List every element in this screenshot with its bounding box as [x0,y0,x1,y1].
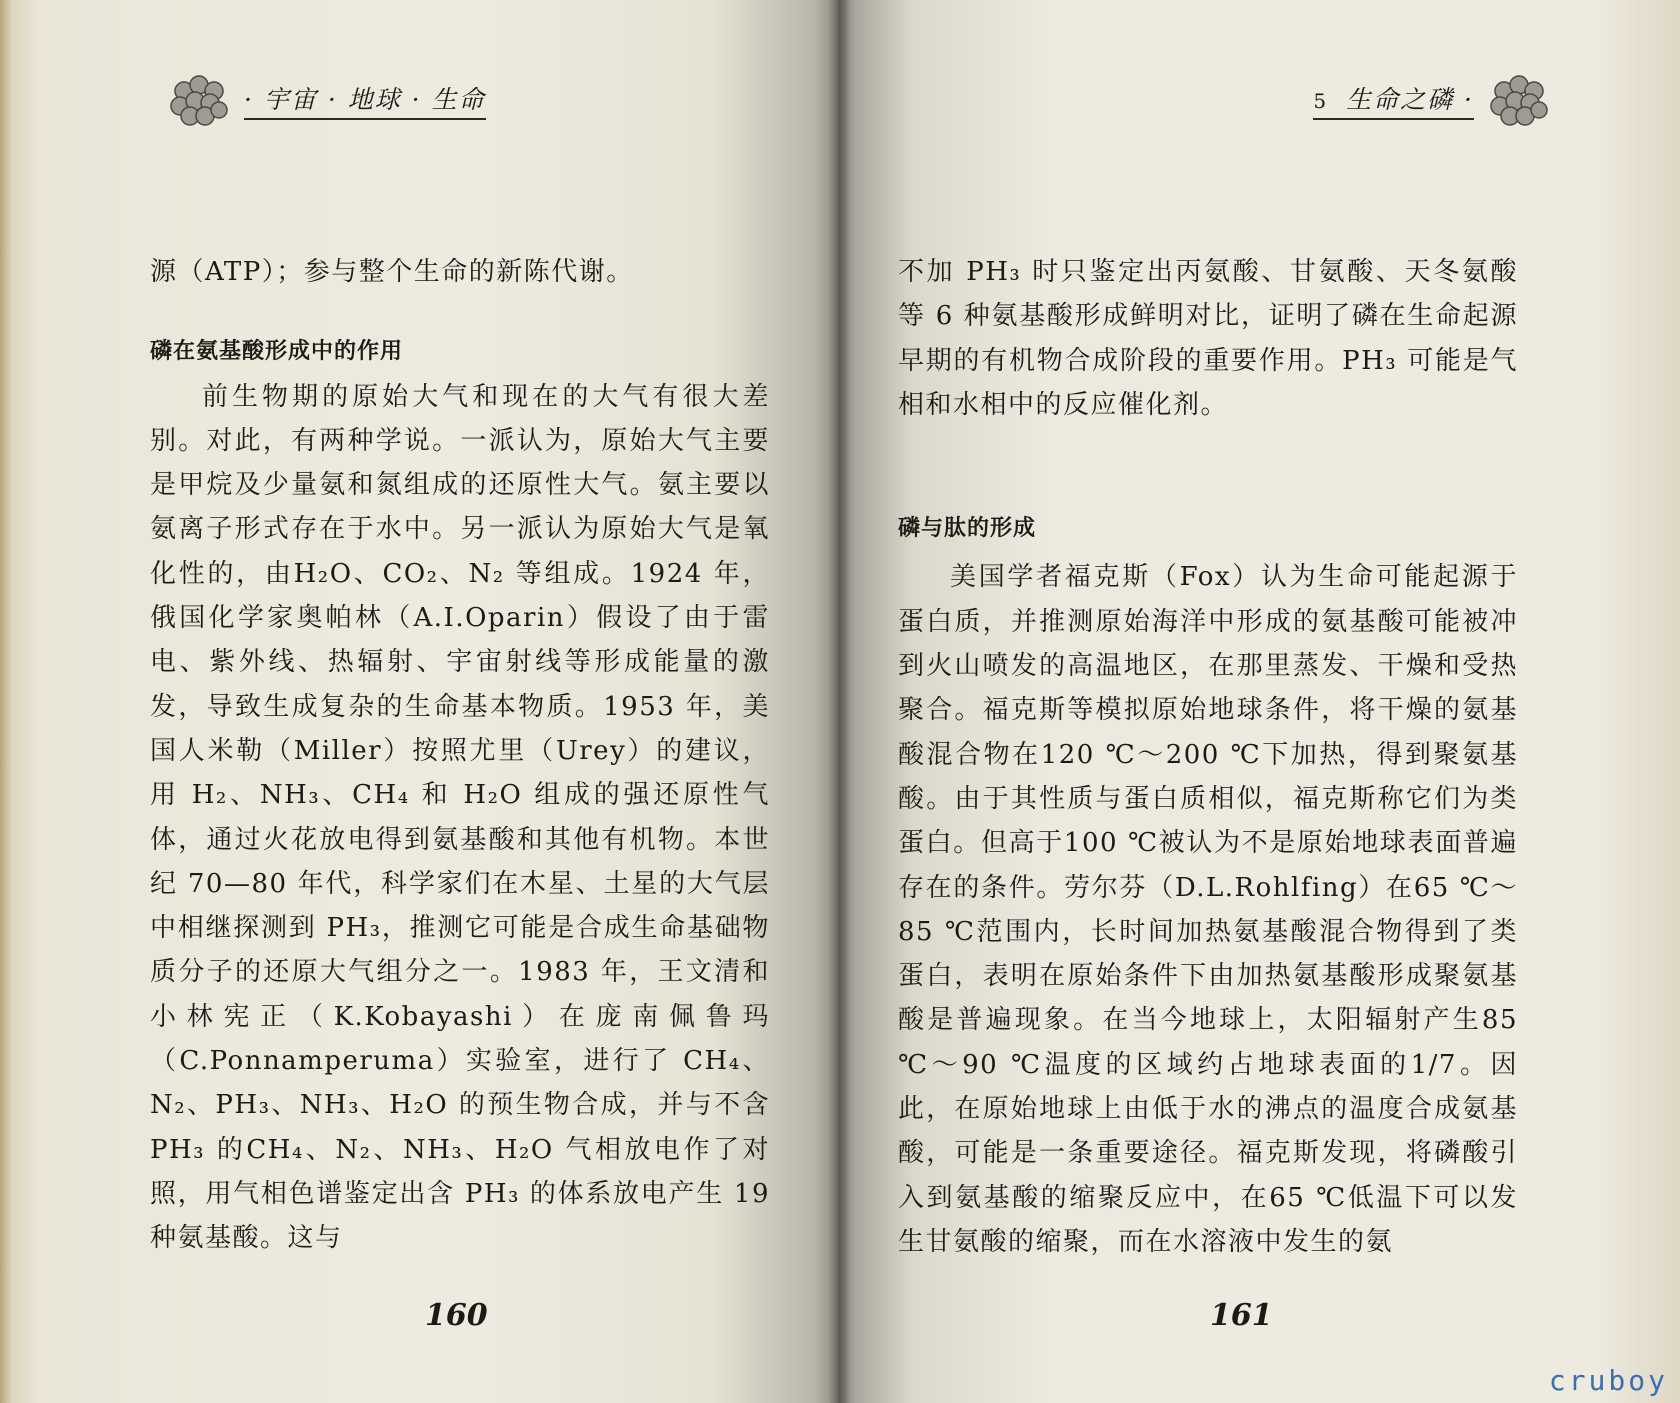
right-running-header [1313,70,1550,130]
right-paragraph-2: 美国学者福克斯（Fox）认为生命可能起源于蛋白质，并推测原始海洋中形成的氨基酸可能被冲到火山喷发的高温地区，在那里蒸发、干燥和受热聚合。福克斯等模拟原始地球条件，将干燥的氨基酸混合物在120 ℃～200 ℃下加热，得到聚氨基酸。由于其性质与蛋白质相似，福克斯称它们为类蛋白。但高于100 ℃被认为不是原始地球表面普遍存在的条件。劳尔芬（D.L.Rohlfing）在65 ℃～85 ℃范围内，长时间加热氨基酸混合物得到了类蛋白，表明在原始条件下由加热氨基酸形成聚氨基酸是普遍现象。在当今地球上，太阳辐射产生85 ℃～90 ℃温度的区域约占地球表面的1/7。因此，在原始地球上由低于水的沸点的温度合成氨基酸，可能是一条重要途径。福克斯发现，将磷酸引入到氨基酸的缩聚反应中，在65 ℃低温下可以发生甘氨酸的缩聚，而在水溶液中发生的氨 [898,562,1518,1257]
left-paragraph-2: 前生物期的原始大气和现在的大气有很大差别。对此，有两种学说。一派认为，原始大气主要是甲烷及少量氨和氮组成的还原性大气。氨主要以氨离子形式存在于水中。另一派认为原始大气是氧化性的，由H₂O、CO₂、N₂ 等组成。1924 年，俄国化学家奥帕林（A.I.Oparin）假设了由于雷电、紫外线、热辐射、宇宙射线等形成能量的激发，导致生成复杂的生命基本物质。1953 年，美国人米勒（Miller）按照尤里（Urey）的建议，用 H₂、NH₃、CH₄ 和 H₂O 组成的强还原性气体，通过火花放电得到氨基酸和其他有机物。本世纪 70—80 年代，科学家们在木星、土星的大气层中相继探测到 PH₃，推测它可能是合成生命基础物质分子的还原大气组分之一。1983 年，王文清和小林宪正（K.Kobayashi）在庞南佩鲁玛（C.Ponnamperuma）实验室，进行了 CH₄、N₂、PH₃、NH₃、H₂O 的预生物合成，并与不含 PH₃ 的CH₄、N₂、NH₃、H₂O 气相放电作了对照，用气相色谱鉴定出含 PH₃ 的体系放电产生 19 种氨基酸。这与 [150,381,770,1254]
right-page [838,0,1680,1403]
right-paragraph-1: 不加 PH₃ 时只鉴定出丙氨酸、甘氨酸、天冬氨酸等 6 种氨基酸形成鲜明对比，证明了磷在生命起源早期的有机物合成阶段的重要作用。PH₃ 可能是气相和水相中的反应催化剂。 [898,257,1518,420]
right-header-title: 生命之磷 · [1346,85,1474,114]
left-running-header [168,70,486,130]
scanner-watermark: cruboy [1548,1364,1668,1397]
chapter-number: 5 [1313,89,1329,113]
right-header-rule [1313,80,1474,120]
molecule-icon [168,73,230,127]
right-page-number: 161 [1210,1298,1273,1333]
left-page-number: 160 [425,1298,488,1333]
section-heading-amino-acid: 磷在氨基酸形成中的作用 [150,339,404,365]
left-paragraph-1: 源（ATP）；参与整个生命的新陈代谢。 [150,257,634,287]
left-body-text [150,250,770,1261]
molecule-icon [1488,73,1550,127]
left-header-title: · 宇宙 · 地球 · 生命 [244,80,486,120]
left-page [0,0,838,1403]
right-body-text [898,250,1518,1264]
book-gutter-shadow [828,0,850,1403]
section-heading-peptide: 磷与肽的形成 [898,516,1037,542]
